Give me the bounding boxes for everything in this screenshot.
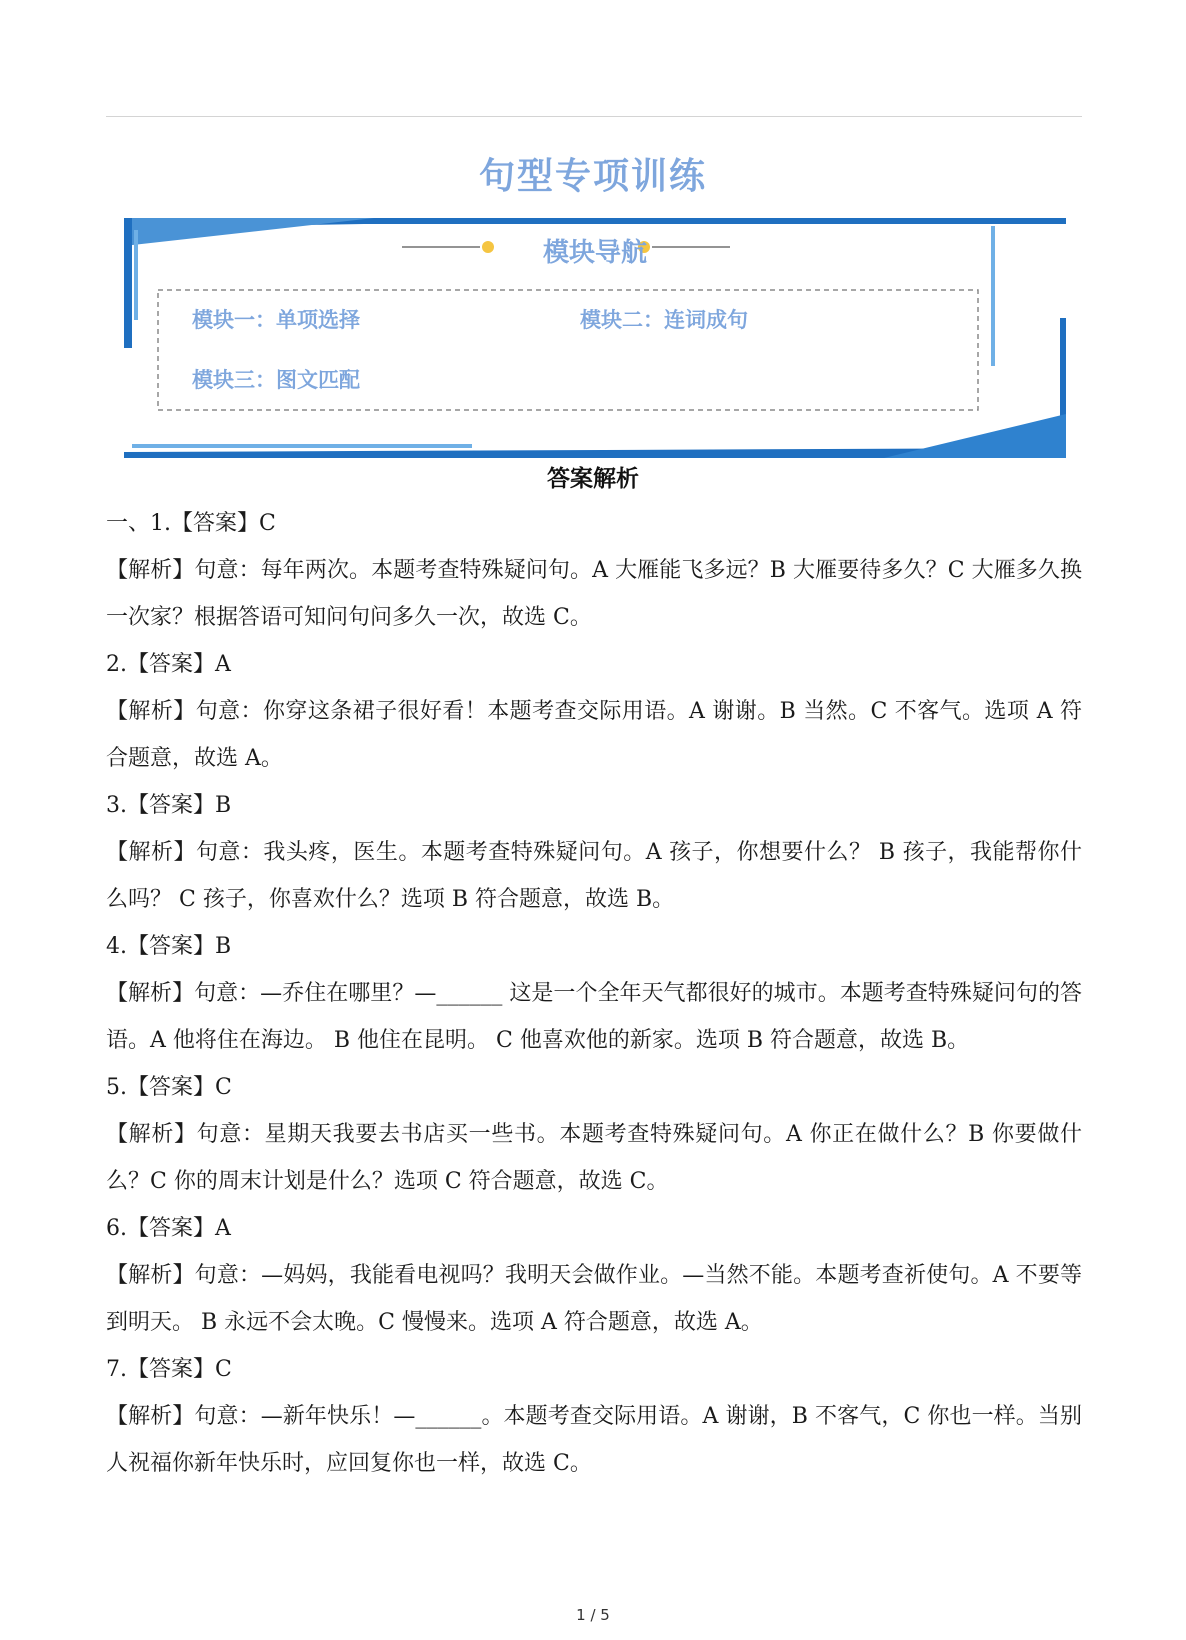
answer-analysis: 【解析】句意：你穿这条裙子很好看！本题考查交际用语。A 谢谢。B 当然。C 不客气。选项 A 符合题意，故选 A。	[106, 699, 1082, 771]
answer-analysis: 【解析】句意：每年两次。本题考查特殊疑问句。A 大雁能飞多远？B 大雁要待多久？C 大雁多久换一次家？根据答语可知问句问多久一次，故选 C。	[106, 558, 1082, 630]
module-navigation-banner	[124, 218, 1066, 458]
answer-label: 7.【答案】C	[106, 1357, 232, 1382]
answer-analysis: 【解析】句意：我头疼，医生。本题考查特殊疑问句。A 孩子，你想要什么？ B 孩子，我能帮你什么吗？ C 孩子，你喜欢什么？选项 B 符合题意，故选 B。	[106, 840, 1082, 912]
section-title: 答案解析	[547, 466, 639, 492]
answer-label: 6.【答案】A	[106, 1216, 231, 1241]
page-number: 1 / 5	[576, 1606, 610, 1624]
answer-analysis: 【解析】句意：—新年快乐！—______。本题考查交际用语。A 谢谢，B 不客气，C 你也一样。当别人祝福你新年快乐时，应回复你也一样，故选 C。	[106, 1404, 1082, 1476]
answer-analysis: 【解析】句意：—妈妈，我能看电视吗？我明天会做作业。—当然不能。本题考查祈使句。A 不要等到明天。 B 永远不会太晚。C 慢慢来。选项 A 符合题意，故选 A。	[106, 1263, 1082, 1335]
answer-label: 5.【答案】C	[106, 1075, 232, 1100]
document-title: 句型专项训练	[478, 156, 707, 197]
answer-list	[106, 500, 1082, 1487]
module-one-label: 模块一：单项选择	[192, 308, 360, 332]
answer-label: 3.【答案】B	[106, 793, 232, 818]
answer-analysis: 【解析】句意：—乔住在哪里？—______ 这是一个全年天气都很好的城市。本题考查特殊疑问句的答语。A 他将住在海边。 B 他住在昆明。 C 他喜欢他的新家。选项 B 符合题意，故选 B。	[106, 981, 1082, 1053]
answer-label: 4.【答案】B	[106, 934, 232, 959]
module-nav-heading: 模块导航	[542, 238, 647, 268]
module-two-label: 模块二：连词成句	[580, 308, 748, 332]
answer-label: 一、1.【答案】C	[106, 511, 276, 536]
header-rule	[106, 116, 1082, 117]
answer-label: 2.【答案】A	[106, 652, 231, 677]
module-three-label: 模块三：图文匹配	[192, 368, 360, 392]
answer-analysis: 【解析】句意：星期天我要去书店买一些书。本题考查特殊疑问句。A 你正在做什么？B 你要做什么？C 你的周末计划是什么？选项 C 符合题意，故选 C。	[106, 1122, 1082, 1194]
